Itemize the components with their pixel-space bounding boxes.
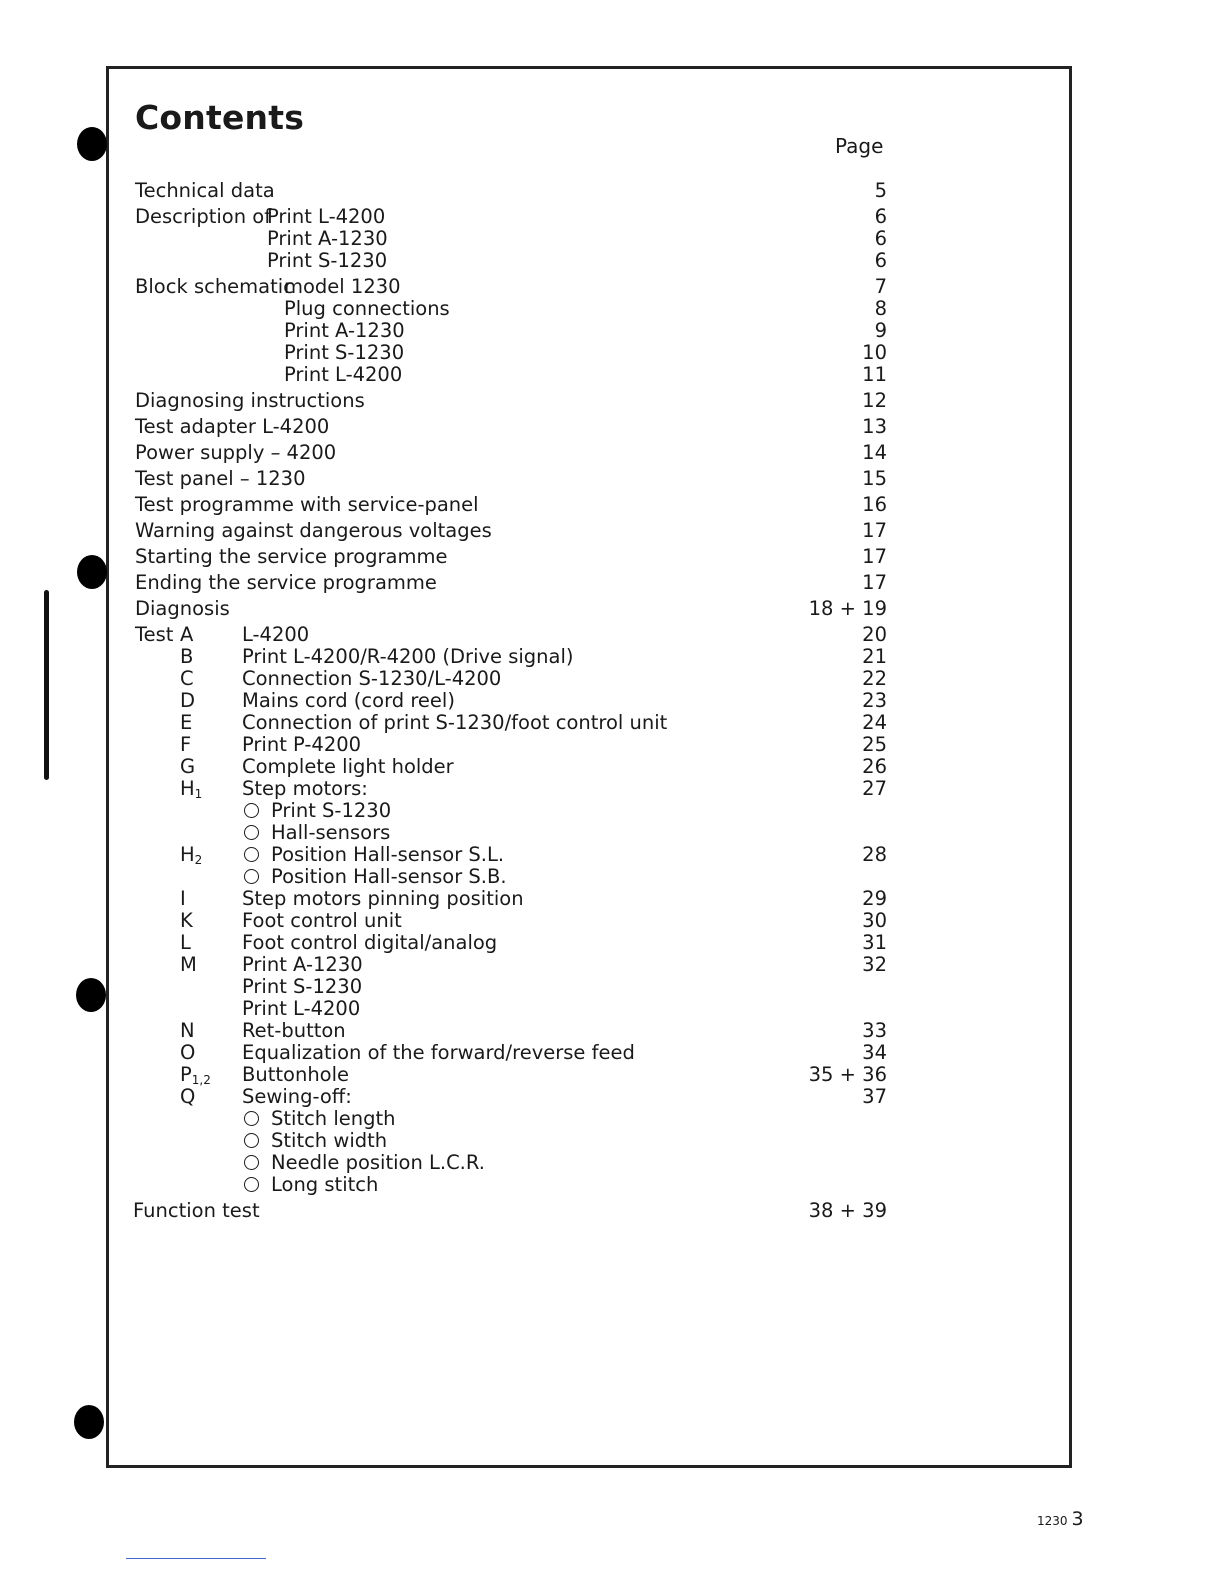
toc-page: 6 [874,205,887,228]
toc-label: Block schematic [135,275,294,298]
test-label: Ret-button [242,1019,346,1042]
toc-page: 17 [862,545,887,568]
toc-page: 7 [874,275,887,298]
circle-bullet-icon [244,803,259,818]
test-page: 21 [862,645,887,668]
circle-bullet-icon [244,825,259,840]
punch-hole [77,127,107,161]
toc-item: Print S-1230 [267,249,388,272]
test-label: Buttonhole [242,1063,350,1086]
punch-hole [76,978,106,1012]
toc-item: Print S-1230 [284,341,405,364]
toc-label: Diagnosis [135,597,230,620]
toc-label: Test programme with service-panel [135,493,479,516]
circle-bullet-icon [244,1177,259,1192]
circle-bullet-icon [244,847,259,862]
test-label: Print P-4200 [242,733,362,756]
test-label: Print L-4200/R-4200 (Drive signal) [242,645,574,668]
page-column-header: Page [835,134,884,158]
test-letter: M [180,953,197,976]
toc-label: Diagnosing instructions [135,389,365,412]
toc-label: Power supply – 4200 [135,441,337,464]
toc-page: 14 [862,441,887,464]
toc-page: 11 [862,363,887,386]
test-page: 31 [862,931,887,954]
test-page: 35 + 36 [808,1063,887,1086]
test-page: 26 [862,755,887,778]
test-label: Step motors pinning position [242,887,524,910]
punch-hole [74,1405,104,1439]
test-page: 22 [862,667,887,690]
test-page: 20 [862,623,887,646]
toc-item: Print L-4200 [284,363,403,386]
test-label: Print L-4200 [242,997,361,1020]
toc-page: 12 [862,389,887,412]
punch-hole [77,555,107,589]
circle-bullet-icon [244,1155,259,1170]
toc-page: 8 [874,297,887,320]
test-label: L-4200 [242,623,310,646]
test-letter: B [180,645,194,668]
toc-label: Description of [135,205,272,228]
test-letter: C [180,667,194,690]
toc-item: model 1230 [284,275,401,298]
toc-page: 6 [874,249,887,272]
test-letter: $H_1$ [180,777,203,801]
footer-model: 1230 [1037,1514,1068,1528]
footer-page-number: 3 [1071,1508,1084,1530]
toc-label: Ending the service programme [135,571,437,594]
toc-page: 17 [862,519,887,542]
toc-page: 16 [862,493,887,516]
scan-artifact-line [126,1558,266,1559]
test-label: Foot control digital/analog [242,931,498,954]
test-label: Sewing-off: [242,1085,352,1108]
test-label: Step motors: [242,777,368,800]
test-label: Print A-1230 [242,953,363,976]
test-label: Connection of print S-1230/foot control unit [242,711,668,734]
test-bullet-item: Stitch length [244,1107,396,1131]
toc-label: Test adapter L-4200 [135,415,330,438]
toc-item: Print A-1230 [284,319,405,342]
test-letter: G [180,755,196,778]
binding-edge [44,590,49,780]
test-label: Equalization of the forward/reverse feed [242,1041,635,1064]
test-page: 30 [862,909,887,932]
test-page: 32 [862,953,887,976]
test-letter: K [180,909,193,932]
test-bullet-item: Position Hall-sensor S.B. [244,865,507,889]
test-letter: E [180,711,193,734]
test-page: 24 [862,711,887,734]
test-bullet-item: Print S-1230 [244,799,391,823]
test-page: 28 [862,843,887,866]
toc-page: 9 [874,319,887,342]
toc-page: 6 [874,227,887,250]
page-footer [1037,1508,1084,1530]
test-bullet-item: Needle position L.C.R. [244,1151,485,1175]
test-bullet-item: Stitch width [244,1129,387,1153]
circle-bullet-icon [244,869,259,884]
page-title: Contents [135,98,305,137]
test-page: 27 [862,777,887,800]
toc-item: Plug connections [284,297,450,320]
toc-label: Function test [133,1199,260,1222]
test-letter: I [180,887,186,910]
toc-page: 38 + 39 [808,1199,887,1222]
test-bullet-item: Hall-sensors [244,821,390,845]
test-label: Complete light holder [242,755,454,778]
test-label: Print S-1230 [242,975,363,998]
test-letter: Q [180,1085,196,1108]
test-bullet-item: Long stitch [244,1173,378,1197]
test-page: 25 [862,733,887,756]
toc-label: Warning against dangerous voltages [135,519,492,542]
toc-item: Print L-4200 [267,205,386,228]
test-letter: O [180,1041,196,1064]
toc-label: Test panel – 1230 [135,467,306,490]
toc-page: 5 [874,179,887,202]
test-label: Connection S-1230/L-4200 [242,667,502,690]
test-letter: $P_{1,2}$ [180,1063,211,1087]
test-letter-subscript: 2 [194,853,203,867]
test-letter: A [180,623,194,646]
test-page: 33 [862,1019,887,1042]
toc-page: 13 [862,415,887,438]
toc-label: Technical data [135,179,275,202]
toc-page: 18 + 19 [808,597,887,620]
test-page: 23 [862,689,887,712]
test-page: 29 [862,887,887,910]
test-page: 37 [862,1085,887,1108]
test-label: Foot control unit [242,909,402,932]
test-letter: N [180,1019,195,1042]
test-letter: L [180,931,191,954]
test-bullet-item: Position Hall-sensor S.L. [244,843,504,867]
circle-bullet-icon [244,1133,259,1148]
test-letter-subscript: 1 [194,787,203,801]
test-heading: Test [135,623,174,646]
toc-page: 10 [862,341,887,364]
toc-page: 15 [862,467,887,490]
toc-label: Starting the service programme [135,545,448,568]
test-page: 34 [862,1041,887,1064]
toc-page: 17 [862,571,887,594]
toc-item: Print A-1230 [267,227,388,250]
test-letter: $H_2$ [180,843,203,867]
test-letter-subscript: 1,2 [191,1073,211,1087]
test-letter: D [180,689,196,712]
test-letter: F [180,733,192,756]
test-label: Mains cord (cord reel) [242,689,455,712]
circle-bullet-icon [244,1111,259,1126]
